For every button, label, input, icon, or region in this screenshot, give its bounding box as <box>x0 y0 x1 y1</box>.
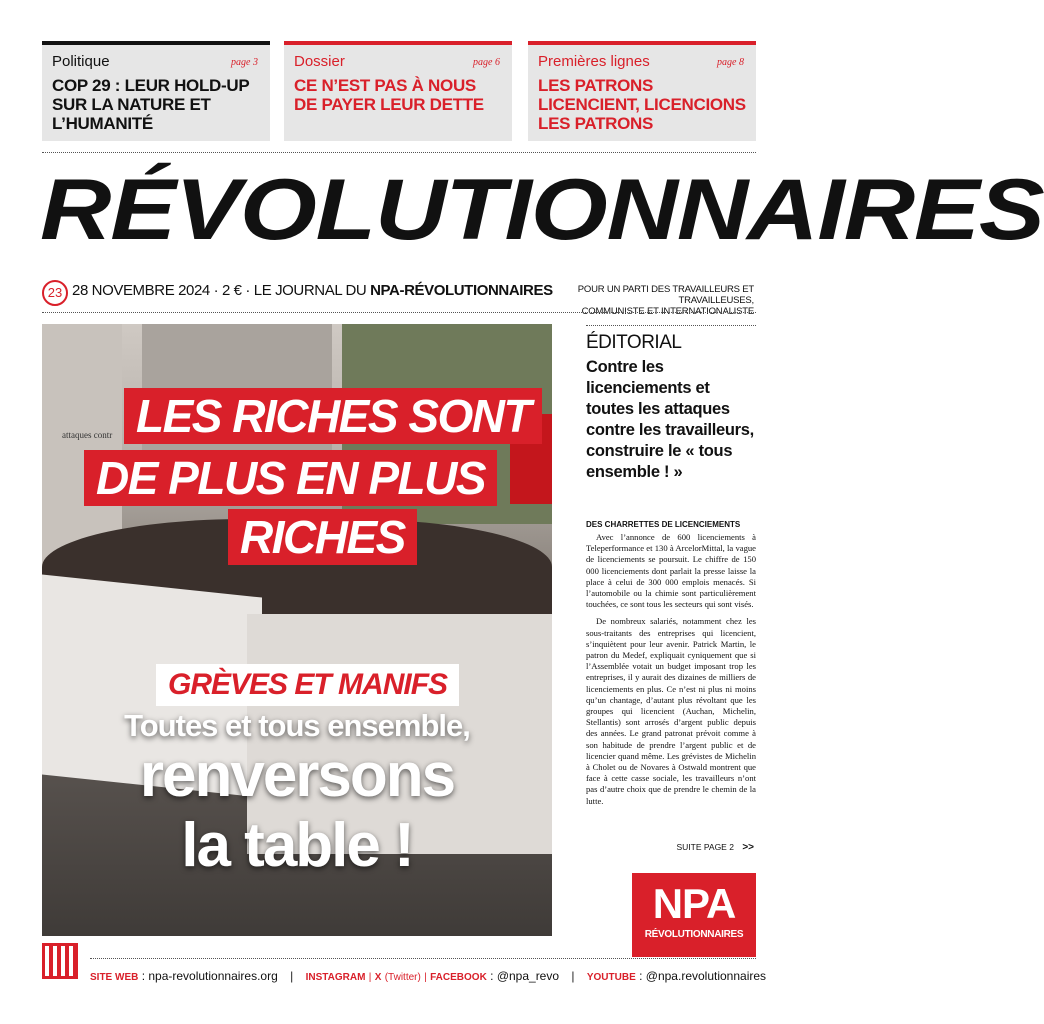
teaser-page: page 3 <box>231 57 258 68</box>
overlay-text: attaques contr <box>62 430 113 440</box>
facebook-label: FACEBOOK <box>430 972 487 983</box>
teaser-page: page 8 <box>717 57 744 68</box>
npa-logo <box>632 873 756 957</box>
divider <box>586 325 756 326</box>
twitter-label: (Twitter) <box>384 972 421 983</box>
cover-headline-line1: LES RICHES SONT <box>124 388 542 444</box>
site-label: SITE WEB <box>90 972 139 983</box>
cover-subhead-line3: la table ! <box>181 811 413 880</box>
teaser-headline: CE N’EST PAS À NOUS DE PAYER LEUR DETTE <box>294 76 484 114</box>
logo-big: NPA <box>652 880 736 927</box>
cover-subhead-line1: Toutes et tous ensemble, <box>124 708 470 743</box>
editorial-paragraph: De nombreux salariés, notamment chez les sous-traitants des entreprises qui licencient, s’inquiètent pour leur avenir. Patrick Martin, le patron du Medef, expliquait cyniquement que si l’Assemblée votait un budget imposant trop les entreprises, il y aurait des dizaines de milliers de licenciements en plus. Ce n’est ni plus ni moins qu’un chantage, d’autant plus révoltant que les groupes qui licencient (Auchan, Michelin, Stellantis) sont arrosés d’argent public depuis des années. Le grand patronat prévoit comme à son habitude de prendre l’argent public et de licencier quand même. Les grévistes de Michelin à Cholet ou de Novares à Ostwald montrent que face à cette casse sociale, les travailleurs n’ont pas d’autre choix que de prendre le chemin de la lutte. <box>586 616 756 806</box>
teaser-premieres-lignes[interactable] <box>528 41 756 141</box>
editorial-title[interactable]: Contre les licenciements et toutes les attaques contre les travailleurs, construire le « tous ensemble ! » <box>586 358 754 481</box>
editorial-rubric: ÉDITORIAL <box>586 332 682 353</box>
editorial-subheading: DES CHARRETTES DE LICENCIEMENTS <box>586 520 741 529</box>
masthead-title: RÉVOLUTIONNAIRES <box>40 162 1044 258</box>
site-link[interactable]: npa-revolutionnaires.org <box>148 969 278 983</box>
editorial-paragraph: Avec l’annonce de 600 licenciements à Teleperformance et 130 à ArcelorMittal, la vague de licenciements se poursuit. Le chiffre de 150 000 licenciements dont parlait la presse laisse la place à celui de 300 000 emplois menacés. Si l’automobile ou la chimie sont particulièrement touchées, ce sont tous les secteurs qui sont visés. <box>586 532 756 610</box>
dateline-publisher: NPA-RÉVOLUTIONNAIRES <box>370 282 553 299</box>
teaser-headline: COP 29 : LEUR HOLD-UP SUR LA NATURE ET L’HUMANITÉ <box>52 76 250 133</box>
dateline <box>72 282 553 299</box>
teaser-politique[interactable] <box>42 41 270 141</box>
youtube-link[interactable]: @npa.revolutionnaires <box>645 969 767 983</box>
teaser-rubric: Politique <box>52 53 110 70</box>
continued-arrow-icon: >> <box>742 842 754 853</box>
cover-subhead-line2: renversons <box>139 741 455 810</box>
divider <box>42 312 756 313</box>
teaser-dossier[interactable] <box>284 41 512 141</box>
cover-kicker: GRÈVES ET MANIFS <box>156 664 459 706</box>
slogan-line: POUR UN PARTI DES TRAVAILLEURS ET TRAVAILLEUSES, <box>577 284 754 306</box>
teaser-rubric: Dossier <box>294 53 345 70</box>
teaser-page: page 6 <box>473 57 500 68</box>
divider <box>90 958 756 959</box>
continued-link[interactable] <box>676 842 754 853</box>
editorial-body <box>586 532 756 813</box>
youtube-label: YOUTUBE <box>586 972 636 983</box>
instagram-label: INSTAGRAM <box>305 972 366 983</box>
teaser-rubric: Premières lignes <box>538 53 650 70</box>
issue-number: 23 <box>42 280 68 306</box>
social-link[interactable]: @npa_revo <box>496 969 560 983</box>
slogan-line: COMMUNISTE ET INTERNATIONALISTE <box>581 306 754 317</box>
footer: SITE WEB : npa-revolutionnaires.org | INSTAGRAM | X (Twitter) | FACEBOOK : @npa_revo | YOUTUBE : @npa.revolutionnaires <box>90 969 767 983</box>
qr-code-icon[interactable] <box>42 943 78 979</box>
cover-headline-line3: RICHES <box>228 509 417 565</box>
cover-headline-line2: DE PLUS EN PLUS <box>84 450 497 506</box>
teaser-headline: LES PATRONS LICENCIENT, LICENCIONS LES PATRONS <box>538 76 746 133</box>
x-label: X <box>374 972 382 983</box>
continued-label: SUITE <box>676 842 702 852</box>
continued-page: PAGE 2 <box>703 842 734 852</box>
dateline-date: 28 NOVEMBRE 2024 · 2 € · LE JOURNAL DU <box>72 282 371 299</box>
logo-small: RÉVOLUTIONNAIRES <box>644 929 744 940</box>
